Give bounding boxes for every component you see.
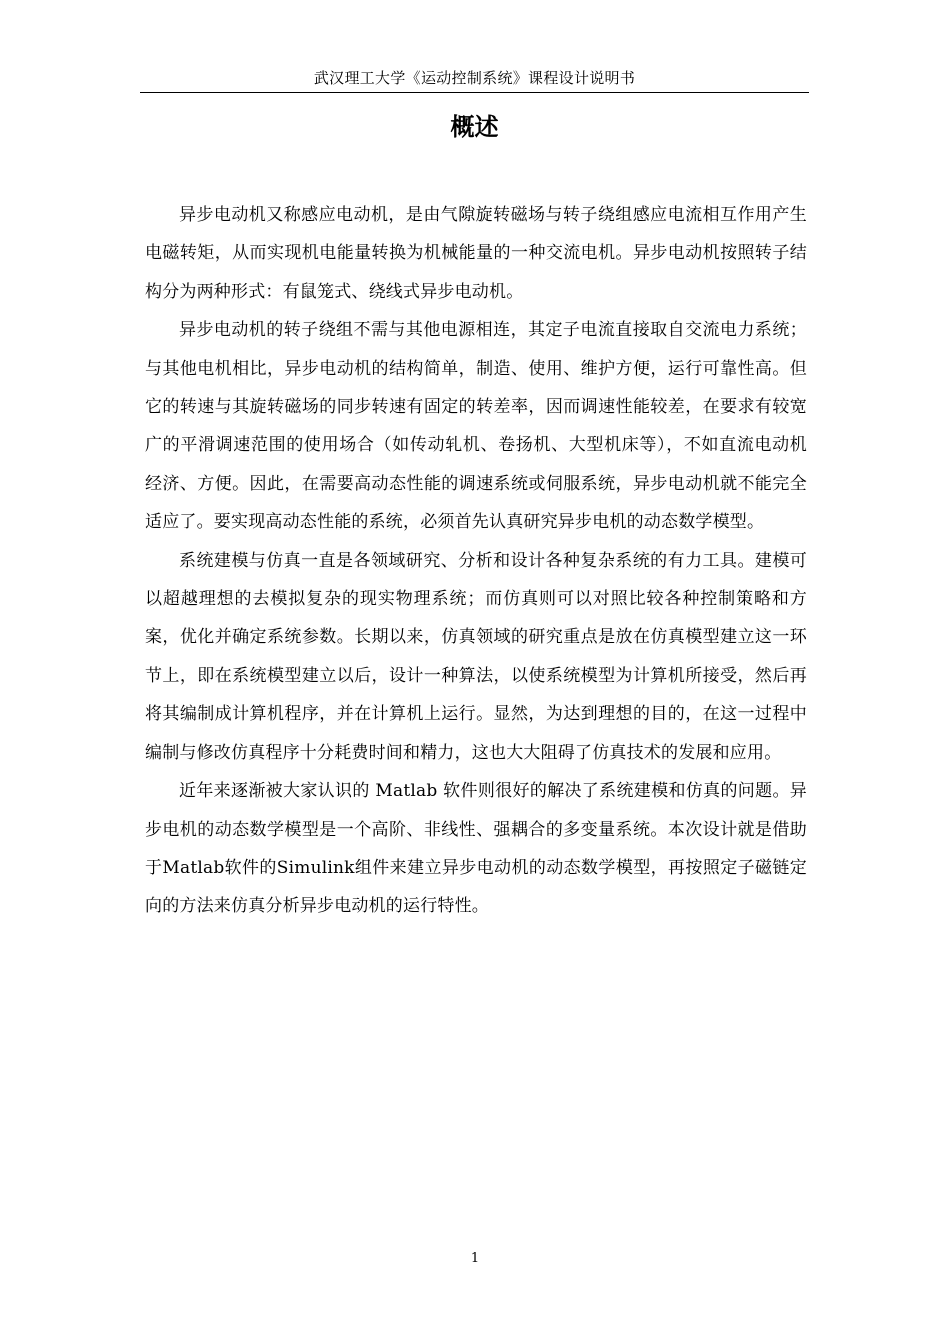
page-number: 1 [470,1251,480,1266]
paragraph-2: 异步电动机的转子绕组不需与其他电源相连，其定子电流直接取自交流电力系统；与其他电机相比，异步电动机的结构简单，制造、使用、维护方便，运行可靠性高。但它的转速与其旋转磁场的同步转速有固定的转差率，因而调速性能较差，在要求有较宽广的平滑调速范围的使用场合（如传动轧机、卷扬机、大型机床等），不如直流电动机经济、方便。因此，在需要高动态性能的调速系统或伺服系统，异步电动机就不能完全适应了。要实现高动态性能的系统，必须首先认真研究异步电机的动态数学模型。 [145,320,807,533]
page-header: 武汉理工大学《运动控制系统》课程设计说明书 [140,66,809,93]
paragraph-3: 系统建模与仿真一直是各领域研究、分析和设计各种复杂系统的有力工具。建模可以超越理想的去模拟复杂的现实物理系统；而仿真则可以对照比较各种控制策略和方案，优化并确定系统参数。长期以来，仿真领域的研究重点是放在仿真模型建立这一环节上，即在系统模型建立以后，设计一种算法，以使系统模型为计算机所接受，然后再将其编制成计算机程序，并在计算机上运行。显然，为达到理想的目的，在这一过程中编制与修改仿真程序十分耗费时间和精力，这也大大阻碍了仿真技术的发展和应用。 [145,550,807,763]
paragraph-4: 近年来逐渐被大家认识的 Matlab 软件则很好的解决了系统建模和仿真的问题。异步电机的动态数学模型是一个高阶、非线性、强耦合的多变量系统。本次设计就是借助于Matlab软件的Simulink组件来建立异步电动机的动态数学模型，再按照定子磁链定向的方法来仿真分析异步电动机的运行特性。 [145,781,807,917]
paragraph-1: 异步电动机又称感应电动机，是由气隙旋转磁场与转子绕组感应电流相互作用产生电磁转矩，从而实现机电能量转换为机械能量的一种交流电机。异步电动机按照转子结构分为两种形式：有鼠笼式、绕线式异步电动机。 [145,205,807,302]
body-text [145,196,807,926]
page-title: 概述 [450,113,499,141]
